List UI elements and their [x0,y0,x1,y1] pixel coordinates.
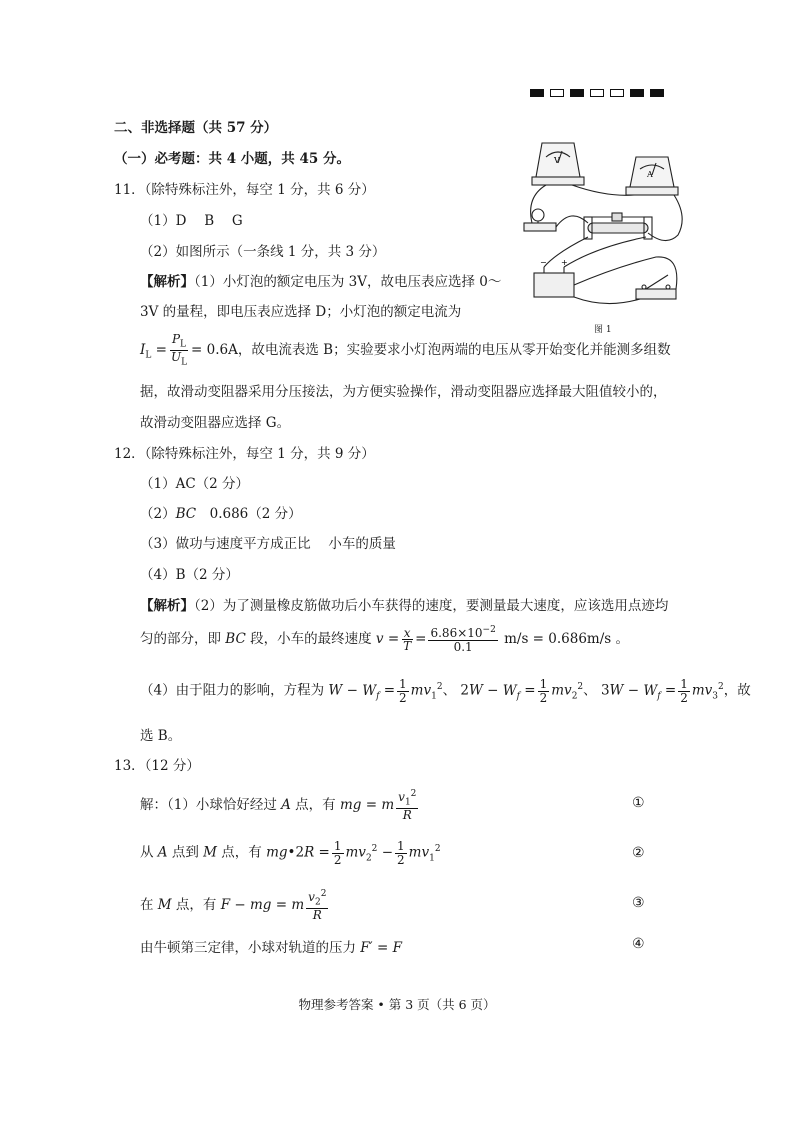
q11-analysis-line4: 据，故滑动变阻器采用分压接法，为方便实验操作，滑动变阻器应选择最大阻值较小的， [140,384,667,400]
q12-analysis-line3: （4）由于阻力的影响，方程为 $W - W_f$ = $\frac{1}{2}$ $mv_1^2$、 $2W - W_f$ = $\frac{1}{2}$ $mv_2^2$、 $3W - W_f$ = $\frac{1}{2}$ $mv_3^2$，故 [140,677,751,705]
header-decoration [530,89,664,97]
subsection-title: （一）必考题：共 4 小题，共 45 分。 [114,151,350,167]
q12-answer-3: （3）做功与速度平方成正比 小车的质量 [140,536,396,552]
q12-header: 12．（除特殊标注外，每空 1 分，共 9 分） [114,446,375,462]
q13-step-1: 解：（1）小球恰好经过 A 点，有 mg = m $\frac{v_1^2}{R}$ [140,789,417,822]
figure-caption: 图 1 [594,325,612,335]
deco-block [590,89,604,97]
deco-block [550,89,564,97]
equation-mark-3: ③ [632,895,645,911]
bulb-icon [524,209,556,231]
q12-analysis-line2: 匀的部分，即 BC 段，小车的最终速度 v = $\frac{x}{T}$ = $\frac{6.86\times 10^{-2}}{0.1}$ m/s = 0.686m/s 。 [140,625,629,654]
svg-text:−: − [540,258,547,267]
section-title: 二、非选择题（共 57 分） [114,120,278,136]
q13-header: 13．（12 分） [114,758,200,774]
q11-analysis-line1: 【解析】（1）小灯泡的额定电压为 3V，故电压表应选择 0～ [140,274,502,290]
page-footer: 物理参考答案 • 第 3 页（共 6 页） [298,997,496,1012]
q11-answer-2: （2）如图所示（一条线 1 分，共 3 分） [140,244,386,260]
q13-step-4: 由牛顿第三定律，小球对轨道的压力 F′ = F [140,940,403,956]
q12-answer-4: （4）B（2 分） [140,567,239,583]
deco-block [630,89,644,97]
voltmeter-label: V [554,156,560,165]
q11-answer-1: （1）D B G [140,213,243,229]
q12-analysis-line4: 选 B。 [140,728,182,744]
battery-icon [534,267,574,297]
q12-answer-1: （1）AC（2 分） [140,476,250,492]
q12-analysis-line1: 【解析】（2）为了测量橡皮筋做功后小车获得的速度，要测量最大速度，应该选用点迹均 [140,598,669,614]
q11-header: 11．（除特殊标注外，每空 1 分，共 6 分） [114,182,375,198]
analysis-tag: 【解析】 [140,274,194,290]
equation-mark-4: ④ [632,936,645,952]
formula-fraction: $\frac{P_L}{U_L}$ [170,332,188,368]
deco-block [650,89,664,97]
equation-mark-2: ② [632,845,645,861]
rheostat-icon [584,213,652,239]
deco-block [610,89,624,97]
svg-text:+: + [561,258,568,267]
switch-icon [636,275,676,299]
ammeter-label: A [647,170,653,179]
equation-mark-1: ① [632,795,645,811]
q12-answer-2: （2）BC 0.686（2 分） [140,506,302,522]
circuit-figure [516,137,688,337]
q13-step-3: 在 M 点，有 F − mg = m $\frac{v_2^2}{R}$ [140,889,327,922]
deco-block [530,89,544,97]
q11-analysis-line2: 3V 的量程，即电压表应选择 D；小灯泡的额定电流为 [140,304,462,320]
q11-analysis-line3: $I_L$ = $\frac{P_L}{U_L}$ = 0.6A，故电流表选 B；实验要求小灯泡两端的电压从零开始变化并能测多组数 [140,332,671,368]
deco-block [570,89,584,97]
q11-analysis-line5: 故滑动变阻器应选择 G。 [140,415,291,431]
q13-step-2: 从 A 点到 M 点，有 mg•2R = $\frac{1}{2}$ $mv_2^2$ − $\frac{1}{2}$ $mv_1^2$ [140,839,441,867]
